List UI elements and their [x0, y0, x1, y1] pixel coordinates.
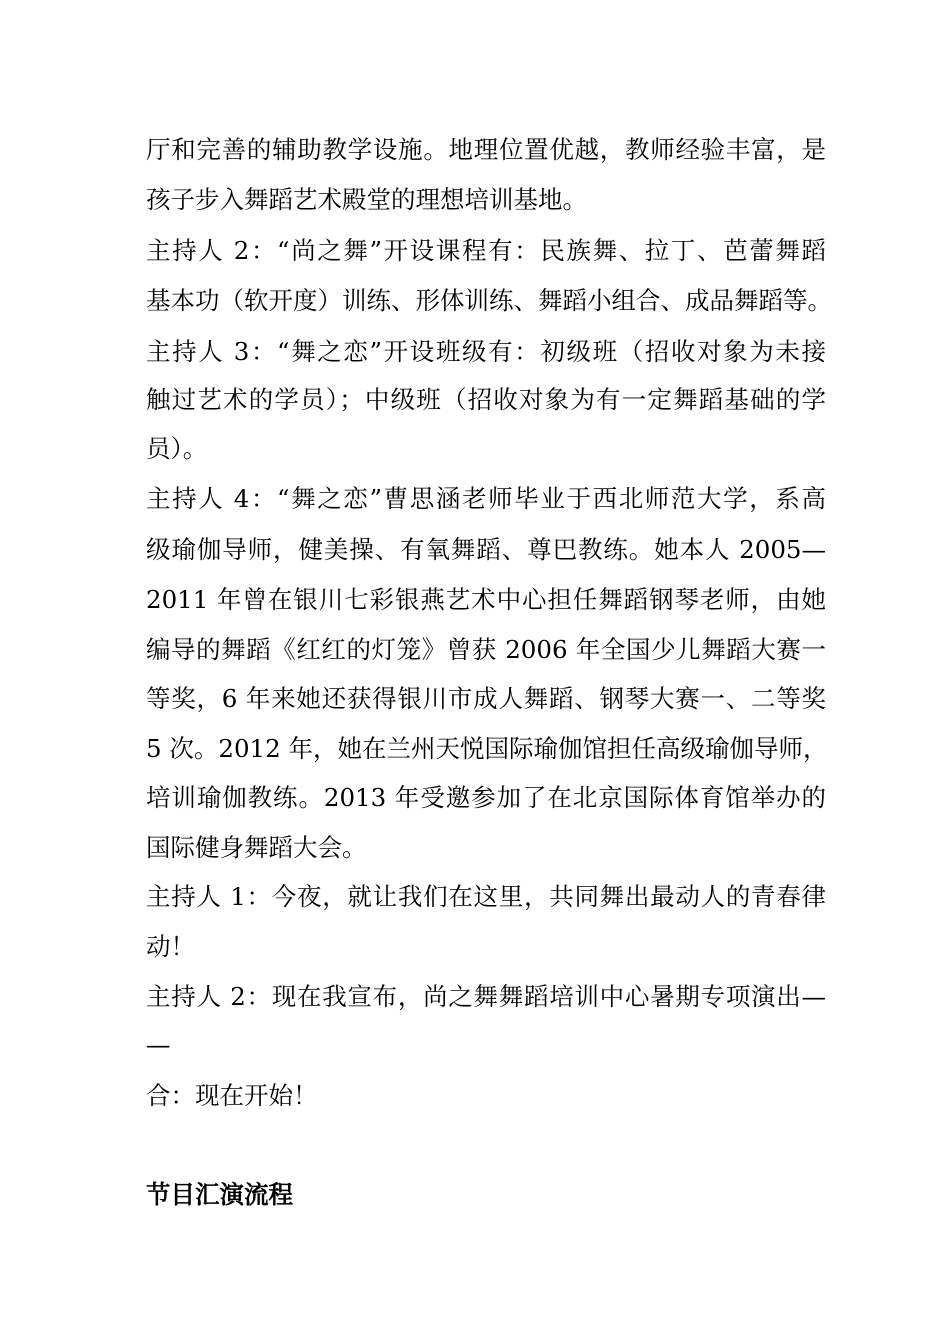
paragraph-line: 等奖，6 年来她还获得银川市成人舞蹈、钢琴大赛一、二等奖 [146, 684, 826, 713]
paragraph-line: 培训瑜伽教练。2013 年受邀参加了在北京国际体育馆举办的 [146, 783, 826, 812]
paragraph-line: 主持人 4：“舞之恋”曹思涵老师毕业于西北师范大学，系高 [146, 484, 826, 513]
paragraph-line: 主持人 2：“尚之舞”开设课程有：民族舞、拉丁、芭蕾舞蹈 [146, 236, 826, 265]
paragraph-line: 编导的舞蹈《红红的灯笼》曾获 2006 年全国少儿舞蹈大赛一 [146, 635, 826, 664]
paragraph-line: — [146, 1030, 171, 1059]
paragraph-line: 员）。 [146, 434, 208, 463]
paragraph-line: 2011 年曾在银川七彩银燕艺术中心担任舞蹈钢琴老师，由她 [146, 585, 826, 614]
paragraph-line: 孩子步入舞蹈艺术殿堂的理想培训基地。 [146, 185, 587, 214]
paragraph-line: 级瑜伽导师，健美操、有氧舞蹈、尊巴教练。她本人 2005— [146, 535, 826, 564]
paragraph-line: 主持人 3：“舞之恋”开设班级有：初级班（招收对象为未接 [146, 337, 826, 366]
paragraph-line: 触过艺术的学员）；中级班（招收对象为有一定舞蹈基础的学 [146, 385, 826, 414]
section-heading: 节目汇演流程 [146, 1180, 293, 1209]
paragraph-line: 动！ [146, 932, 195, 961]
paragraph-line: 厅和完善的辅助教学设施。地理位置优越，教师经验丰富，是 [146, 135, 826, 164]
paragraph-line: 主持人 2：现在我宣布，尚之舞舞蹈培训中心暑期专项演出— [146, 982, 826, 1011]
paragraph-line: 合：现在开始！ [146, 1081, 318, 1110]
paragraph-line: 5 次。2012 年，她在兰州天悦国际瑜伽馆担任高级瑜伽导师， [146, 734, 828, 763]
paragraph-line: 国际健身舞蹈大会。 [146, 833, 367, 862]
paragraph-line: 基本功（软开度）训练、形体训练、舞蹈小组合、成品舞蹈等。 [146, 286, 832, 315]
paragraph-line: 主持人 1：今夜，就让我们在这里，共同舞出最动人的青春律 [146, 882, 826, 911]
